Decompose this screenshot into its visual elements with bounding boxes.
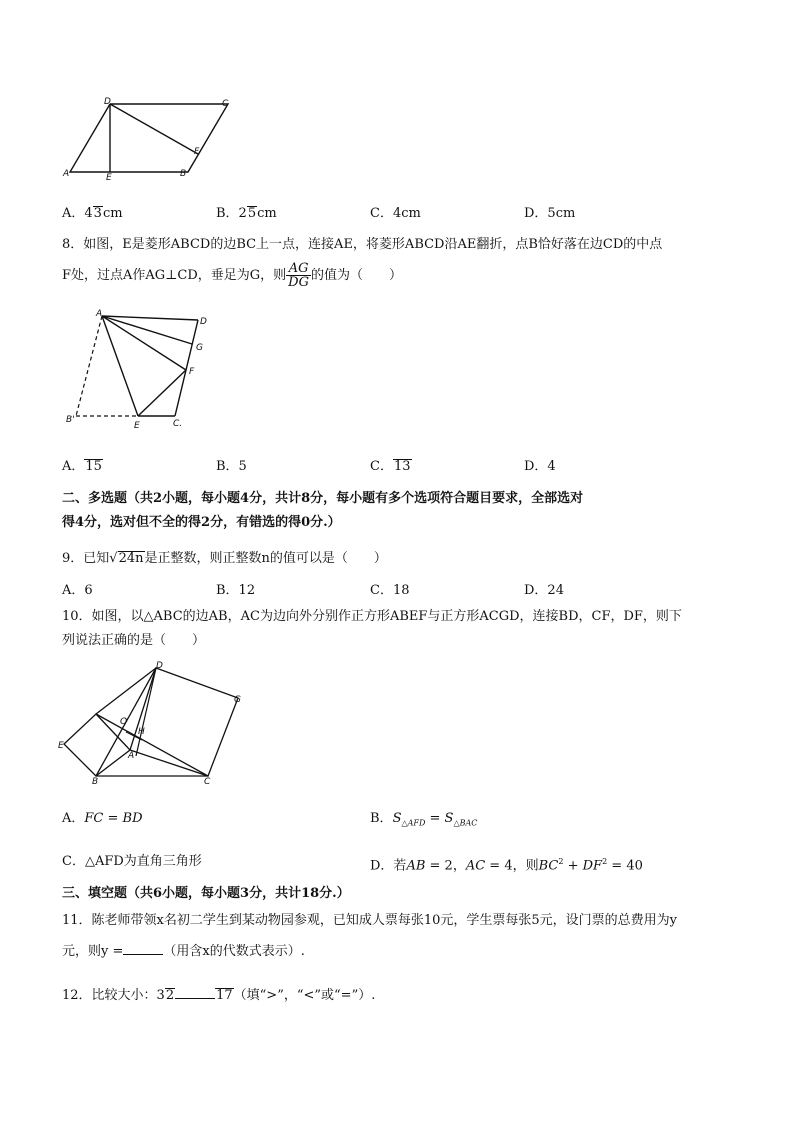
q10-label-D: D <box>156 661 163 671</box>
q8-option-a: A．15 <box>62 459 102 474</box>
q10-option-a: A．FC = BD <box>62 811 143 826</box>
q11-line1: 11．陈老师带领x名初二学生到某动物园参观，已知成人票每张10元，学生票每张5元，设门票的总费用为y <box>62 913 678 928</box>
q10-label-A: A <box>128 751 135 761</box>
q8-option-d: D．4 <box>524 459 556 474</box>
q8-label-B: B' <box>66 415 75 425</box>
q11-line2 <box>62 942 305 961</box>
q9-option-d: D．24 <box>524 583 564 598</box>
q7-label-B: B <box>180 169 187 179</box>
q7-label-C: C <box>222 99 229 109</box>
q8-frac-den: DG <box>288 275 309 290</box>
q10-label-B: B <box>92 777 99 786</box>
q11-line2-post: （用含x的代数式表示）. <box>163 944 305 959</box>
q12-line: 12．比较大小：32 17（填“>”，“<”或“=”）. <box>62 988 376 1003</box>
q9-option-b: B．12 <box>216 583 256 598</box>
q9-stem-post: 是正整数，则正整数n的值可以是（ ） <box>144 551 387 566</box>
q9-stem: 9．已知√24n是正整数，则正整数n的值可以是（ ） <box>62 551 387 566</box>
q8-label-D: D <box>200 317 207 327</box>
q7-label-D: D <box>104 97 111 107</box>
q10-figure <box>58 660 254 786</box>
q7-option-c: C．4cm <box>370 206 421 221</box>
q8-option-c: C．13 <box>370 459 411 474</box>
q8-label-G: G <box>196 343 203 353</box>
q8-stem-pre: F处，过点A作AG⊥CD，垂足为G，则 <box>62 268 287 283</box>
q7-label-E: E <box>106 173 112 182</box>
q8-label-E: E <box>134 421 140 431</box>
q9-stem-pre: 9．已知 <box>62 551 110 566</box>
q7-option-b: B．25cm <box>216 206 277 221</box>
q11-line2-pre: 元，则y = <box>62 944 124 959</box>
q10-option-c: C．△AFD为直角三角形 <box>62 854 202 869</box>
q8-label-F: F <box>189 367 195 377</box>
q8-fraction <box>286 262 311 289</box>
q8-stem-line2 <box>62 262 402 289</box>
q8-stem-post: 的值为（ ） <box>310 268 402 283</box>
q8-label-A: A <box>96 309 103 319</box>
q10-label-C: C <box>204 777 211 786</box>
q10-stem-line1: 10．如图，以△ABC的边AB，AC为边向外分别作正方形ABEF与正方形ACGD，连接BD，CF，DF，则下 <box>62 609 682 624</box>
q10-label-E: E <box>58 741 64 751</box>
q8-frac-num: AG <box>286 262 311 276</box>
q7-label-F: F <box>194 147 200 157</box>
q7-option-a: A．43cm <box>62 206 123 221</box>
q7-option-d: D．5cm <box>524 206 576 221</box>
q8-label-C: C. <box>173 419 183 429</box>
q10-label-H: H <box>138 727 145 737</box>
section3-title: 三、填空题（共6小题，每小题3分，共计18分.） <box>62 886 350 901</box>
q8-figure <box>60 308 230 432</box>
q8-option-b: B．5 <box>216 459 247 474</box>
q10-label-O: O <box>120 717 128 727</box>
section2-line1: 二、多选题（共2小题，每小题4分，共计8分，每小题有多个选项符合题目要求，全部选对 <box>62 491 584 506</box>
q9-radicand: 24n <box>118 551 144 566</box>
q10-stem-line2: 列说法正确的是（ ） <box>62 633 206 648</box>
q12-answer-blank[interactable] <box>175 986 215 999</box>
section2-line2: 得4分，选对但不全的得2分，有错选的得0分.） <box>62 515 341 530</box>
q7-figure <box>60 96 240 182</box>
q11-answer-blank[interactable] <box>123 942 163 955</box>
q10-option-b: B．$S_{\triangle AFD} = S_{\triangle BAC}$ <box>370 811 478 828</box>
q9-option-a: A．6 <box>62 583 93 598</box>
q10-label-G: G <box>234 695 241 705</box>
q9-option-c: C．18 <box>370 583 410 598</box>
q10-option-d: D．若AB = 2，AC = 4，则$BC^2 + DF^2 = 40$ <box>370 857 643 874</box>
q8-stem-line1: 8．如图，E是菱形ABCD的边BC上一点，连接AE，将菱形ABCD沿AE翻折，点B恰好落在边CD的中点 <box>62 237 663 252</box>
q7-label-A: A <box>63 169 70 179</box>
